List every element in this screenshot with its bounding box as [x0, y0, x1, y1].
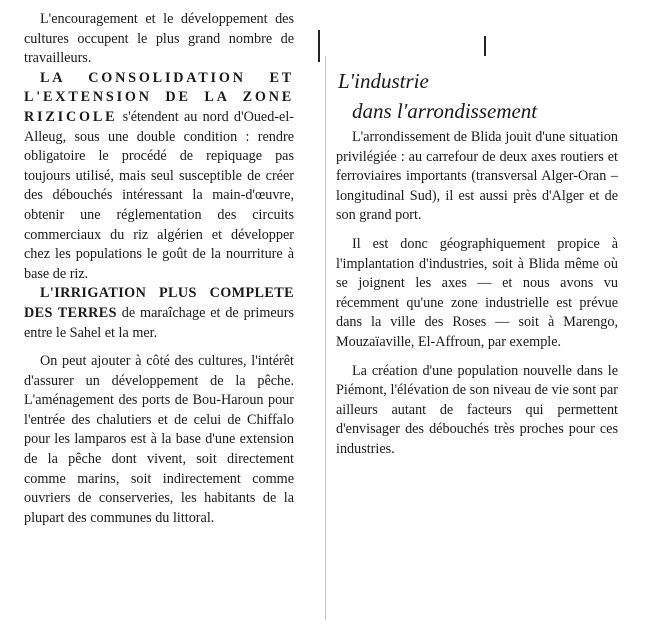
paragraph-irrigation: [24, 284, 294, 343]
heading-line-1: L'industrie: [338, 69, 429, 93]
subhead-irrigation: L'IRRIGATION PLUS COMPLETE DES TERRES: [24, 285, 294, 321]
heading-line-2: dans l'arrondissement: [352, 99, 538, 123]
section-heading: [338, 66, 628, 126]
irrigation-text: de maraîchage et de primeurs entre le Sahel et la mer.: [24, 304, 295, 341]
paragraph-situation: L'arrondissement de Blida jouit d'une situation privilégiée : au carrefour de deux axes routiers et ferroviaires importants (transversal Alger-Oran – longitudinal Sud), il est aussi près d'Alger et de son grand port.: [336, 129, 618, 224]
column-divider: [325, 56, 326, 620]
column-rule-mark: [484, 36, 486, 56]
zone-rizicole-text: s'étendent au nord d'Oued-el-Alleug, sous une double condition : rendre obligatoire le procédé de repiquage pas toujours utilisé, mais seul susceptible de créer des débouchés intéressant la main-d'œuvre, obtenir une réglementation des circuits commerciaux du riz algérien et développer chez les populations le goût de la nourriture à base de riz.: [24, 108, 294, 282]
paragraph-population: La création d'une population nouvelle dans le Piémont, l'élévation de son niveau de vie sont par ailleurs autant de facteurs qui permettent d'envisager des débouchés très proches pour ces industries.: [336, 362, 618, 457]
column-rule-mark: [318, 30, 320, 62]
paragraph-zone-rizicole: [24, 69, 294, 285]
left-column: [24, 10, 294, 528]
right-column: [336, 128, 618, 460]
paragraph-cultures: L'encouragement et le développement des cultures occupent le plus grand nombre de travailleurs.: [24, 11, 294, 67]
paragraph-peche: On peut ajouter à côté des cultures, l'intérêt d'assurer un développement de la pêche. L'aménagement des ports de Bou-Haroun pour l'entrée des chalutiers et de celui de Chiffalo pour les lamparos est à la base d'une extension de la pêche dont vivent, soit directement comme marins, soit indirectement comme ouvriers de conserveries, les habitants de la plupart des communes du littoral.: [24, 353, 294, 526]
subhead-zone-rizicole: LA CONSOLIDATION ET L'EXTENSION DE LA ZONE RIZICOLE: [24, 69, 294, 125]
paragraph-implantation: Il est donc géographiquement propice à l'implantation d'industries, soit à Blida même où se joignent les axes — et nous avons vu récemment qu'une zone industrielle est prévue dans la ville des Roses — soit à Marengo, Mouzaïaville, El-Affroun, par exemple.: [336, 235, 618, 350]
